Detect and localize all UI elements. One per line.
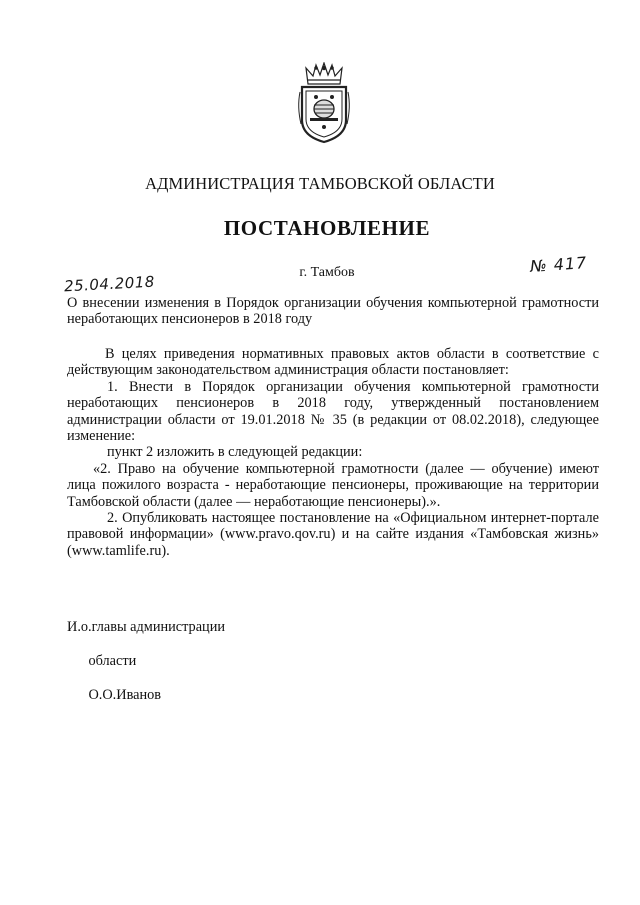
document-type: ПОСТАНОВЛЕНИЕ (223, 216, 431, 240)
item-1-sub-paragraph: пункт 2 изложить в следующей редакции: (107, 444, 363, 461)
handwritten-date: 25.04.2018 (63, 272, 156, 296)
signature-title-region: области (88, 653, 137, 669)
city: г. Тамбов (299, 265, 355, 280)
signature-block (67, 619, 225, 721)
document-subject: О внесении изменения в Порядок организации обучения компьютерной грамотности неработающих пенсионеров в 2018 году (67, 295, 599, 328)
document-body (67, 346, 599, 559)
signature-title: И.о.главы администрации (67, 619, 226, 635)
item-1-paragraph: 1. Внести в Порядок организации обучения компьютерной грамотности неработающих пенсионеров в 2018 году, утвержденный постановлением администрации области от 19.01.2018 № 35 (в редакции от 08.02.2018), следующее изменение: (67, 378, 599, 445)
item-2-paragraph: 2. Опубликовать настоящее постановление на «Официальном интернет-портале правовой информации» (www.pravo.qov.ru) и на сайте издания «Тамбовская жизнь» (www.tamlife.ru). (67, 510, 599, 559)
preamble-paragraph: В целях приведения нормативных правовых актов области в соответствие с действующим законодательством администрация области постановляет: (67, 346, 599, 379)
handwritten-number: № 417 (529, 253, 588, 276)
item-1-quote-paragraph: «2. Право на обучение компьютерной грамотности (далее — обучение) имеют лица пожилого возраста - неработающие пенсионеры, проживающие на территории Тамбовской области (далее — неработающие пенсионеры).». (67, 460, 599, 510)
signature-line (67, 636, 225, 721)
coat-of-arms-icon (296, 62, 352, 144)
agency-name: АДМИНИСТРАЦИЯ ТАМБОВСКОЙ ОБЛАСТИ (145, 174, 495, 193)
signatory-name: О.О.Иванов (88, 687, 162, 703)
